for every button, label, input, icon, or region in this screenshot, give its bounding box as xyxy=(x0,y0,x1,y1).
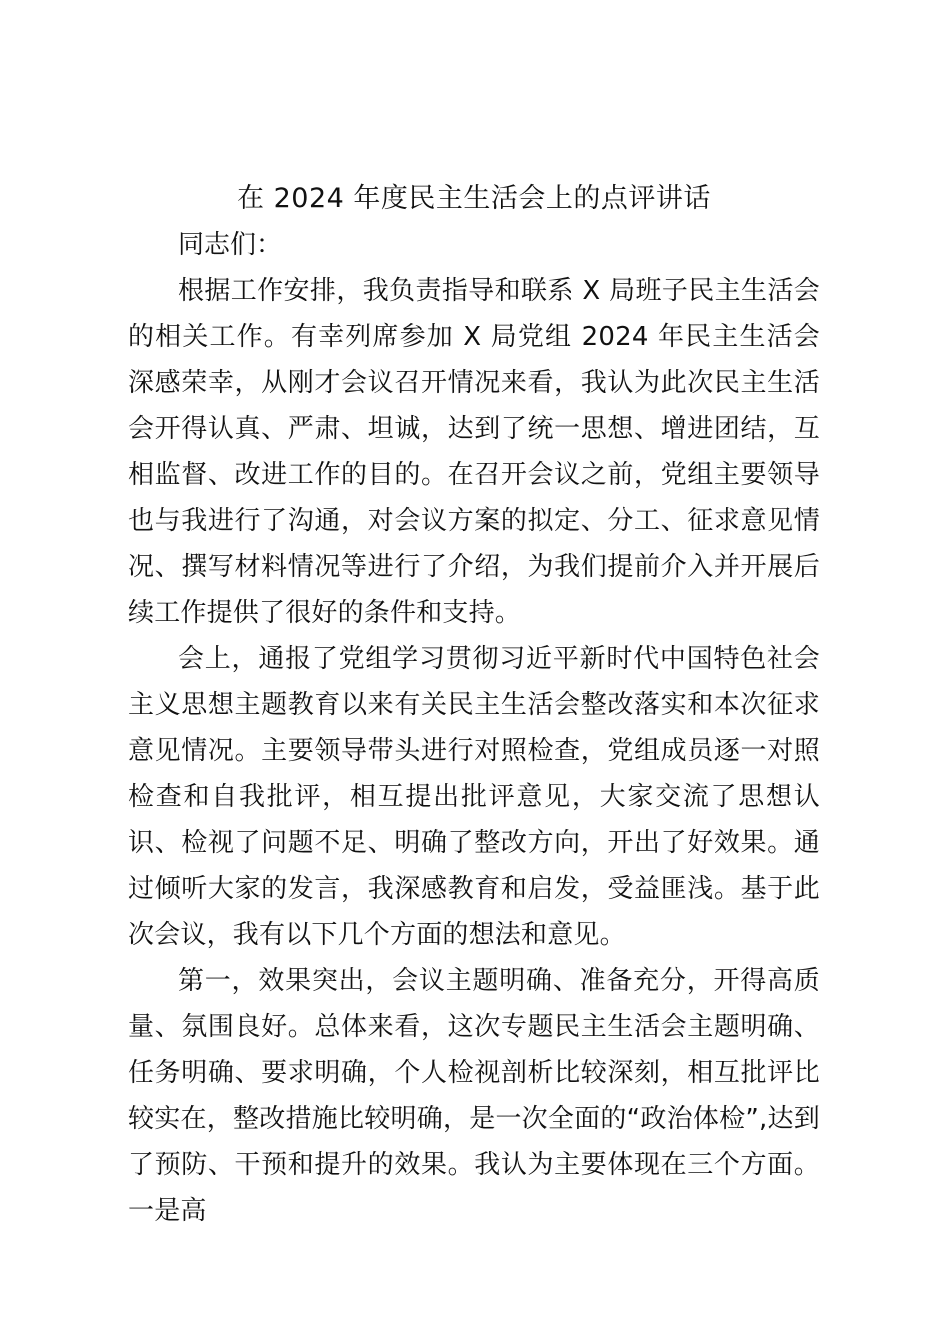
document-page xyxy=(128,176,820,1234)
paragraph-2: 会上，通报了党组学习贯彻习近平新时代中国特色社会主义思想主题教育以来有关民主生活会整改落实和本次征求意见情况。主要领导带头进行对照检查，党组成员逐一对照检查和自我批评，相互提出批评意见，大家交流了思想认识、检视了问题不足、明确了整改方向，开出了好效果。通过倾听大家的发言，我深感教育和启发，受益匪浅。基于此次会议，我有以下几个方面的想法和意见。 xyxy=(128,644,820,950)
paragraph-1: 根据工作安排，我负责指导和联系 X 局班子民主生活会的相关工作。有幸列席参加 X 局党组 2024 年民主生活会深感荣幸，从刚才会议召开情况来看，我认为此次民主生活会开得认真、严肃、坦诚，达到了统一思想、增进团结，互相监督、改进工作的目的。在召开会议之前，党组主要领导也与我进行了沟通，对会议方案的拟定、分工、征求意见情况、撰写材料情况等进行了介绍，为我们提前介入并开展后续工作提供了很好的条件和支持。 xyxy=(128,276,820,628)
paragraph-3: 第一，效果突出，会议主题明确、准备充分，开得高质量、氛围良好。总体来看，这次专题民主生活会主题明确、任务明确、要求明确，个人检视剖析比较深刻，相互批评比较实在，整改措施比较明确，是一次全面的“政治体检”,达到了预防、干预和提升的效果。我认为主要体现在三个方面。一是高 xyxy=(128,966,820,1226)
document-title: 在 2024 年度民主生活会上的点评讲话 xyxy=(237,183,711,214)
salutation: 同志们： xyxy=(178,230,283,260)
